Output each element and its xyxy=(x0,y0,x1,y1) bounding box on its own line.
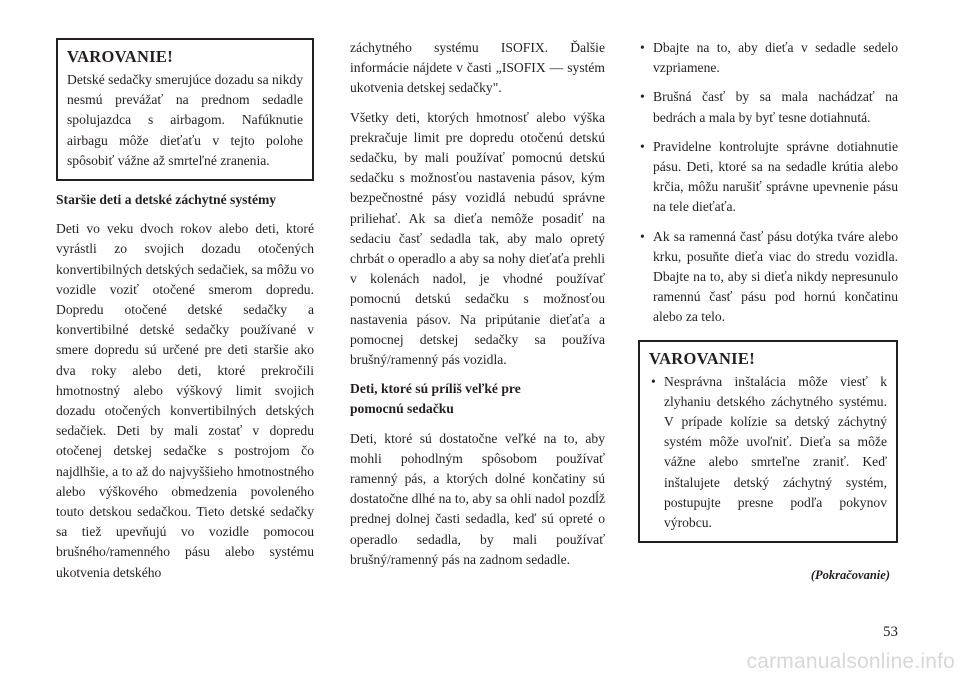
body-paragraph: Deti, ktoré sú dostatočne veľké na to, aby mohli pohodlným spôsobom používať ramenný pás, a ktorých dolné končatiny sú dostatočne dlhé na to, aby sa ohli nadol pozdĺž prednej dolnej časti sedadla, keď sú opreté o operadlo sedadla, by mali používať brušný/ramenný pás na zadnom sedadle. xyxy=(350,430,605,567)
section-heading-line: pomocnú sedačku xyxy=(350,401,454,417)
section-heading-line: Deti, ktoré sú príliš veľké pre xyxy=(350,381,521,397)
body-paragraph: záchytného systému ISOFIX. Ďalšie informácie nájdete v časti „ISOFIX — systém ukotvenia detskej sedačky". xyxy=(350,40,605,96)
warning-bullet-list xyxy=(649,372,887,534)
continued-note: (Pokračovanie) xyxy=(810,568,890,582)
bullet-item: • Pravidelne kontrolujte správne dotiahnutie pásu. Deti, ktoré sa na sedadle krútia alebo krčia, môžu narušiť správne upevnenie pásu na tele dieťaťa. xyxy=(638,137,898,218)
column-right xyxy=(638,38,898,552)
bullet-list xyxy=(638,38,898,328)
warning-title: VAROVANIE! xyxy=(67,47,173,66)
section-heading-older-children: Staršie deti a detské záchytné systémy xyxy=(56,192,277,208)
body-paragraph: Všetky deti, ktorých hmotnosť alebo výška prekračuje limit pre dopredu otočenú detskú sedačku, by mali používať pomocnú detskú sedačku s možnosťou nastavenia pásov, kým bezpečnostné pásy vozidlá nebudú správne priliehať. Ak sa dieťa nemôže posadiť na sedaciu časť sedadla tak, aby malo opretý chrbát o operadlo a aby sa nohy dieťaťa prehli v kolenách nadol, je vhodné používať pomocnú detskú sedačku s možnosťou nastavenia pásov. Na pripútanie dieťaťa a pomocnej detskej sedačky sa používa brušný/ramenný pás vozidla. xyxy=(350,109,605,368)
warning-box-rear-facing xyxy=(56,38,314,181)
bullet-item: • Ak sa ramenná časť pásu dotýka tváre alebo krku, posuňte dieťa viac do stredu vozidla. Dbajte na to, aby si dieťa nikdy nepresunulo ramennú časť pásu pod hornú končatinu alebo za telo. xyxy=(638,227,898,328)
warning-title: VAROVANIE! xyxy=(649,348,755,368)
warning-box-installation xyxy=(638,340,898,544)
warning-text: Detské sedačky smerujúce dozadu sa nikdy nesmú prevážať na prednom sedadle spolujazdca s airbagom. Nafúknutie airbagu môže dieťaťu v tejto polohe spôsobiť vážne až smrteľné zranenia. xyxy=(67,72,303,168)
warning-bullet-item: • Nesprávna inštalácia môže viesť k zlyhaniu detského záchytného systému. V prípade kolízie sa detský záchytný systém môže uvoľniť. Dieťa sa môže vážne alebo smrteľne zraniť. Keď inštalujete detský záchytný systém, postupujte presne podľa pokynov výrobcu. xyxy=(649,372,887,534)
bullet-item: • Brušná časť by sa mala nachádzať na bedrách a mala by byť tesne dotiahnutá. xyxy=(638,87,898,127)
body-paragraph: Deti vo veku dvoch rokov alebo deti, ktoré vyrástli zo svojich dozadu otočených konvertibilných detských sedačiek, sa môžu vo vozidle voziť otočené smerom dopredu. Dopredu otočené detské sedačky a konvertibilné detské sedačky používané v smere dopredu sú určené pre deti staršie ako dva roky alebo deti, ktoré prekročili hmotnostný alebo výškový limit svojich dozadu otočených konvertibilných detských sedačiek. Deti by mali zostať v dopredu otočenej detskej sedačke s postrojom čo najdlhšie, a to až do najvyššieho hmotnostného alebo výškového obmedzenia povoleného touto detskou sedačkou. Tieto detské sedačky sa tiež upevňujú vo vozidle pomocou brušného/ramenného pásu alebo systému ukotvenia detského xyxy=(56,221,314,580)
column-left xyxy=(56,38,314,592)
bullet-item: • Dbajte na to, aby dieťa v sedadle sedelo vzpriamene. xyxy=(638,38,898,78)
page-number: 53 xyxy=(883,624,898,640)
column-middle xyxy=(350,38,605,579)
section-heading-too-large xyxy=(350,379,605,419)
watermark: carmanualsonline.info xyxy=(746,650,955,673)
